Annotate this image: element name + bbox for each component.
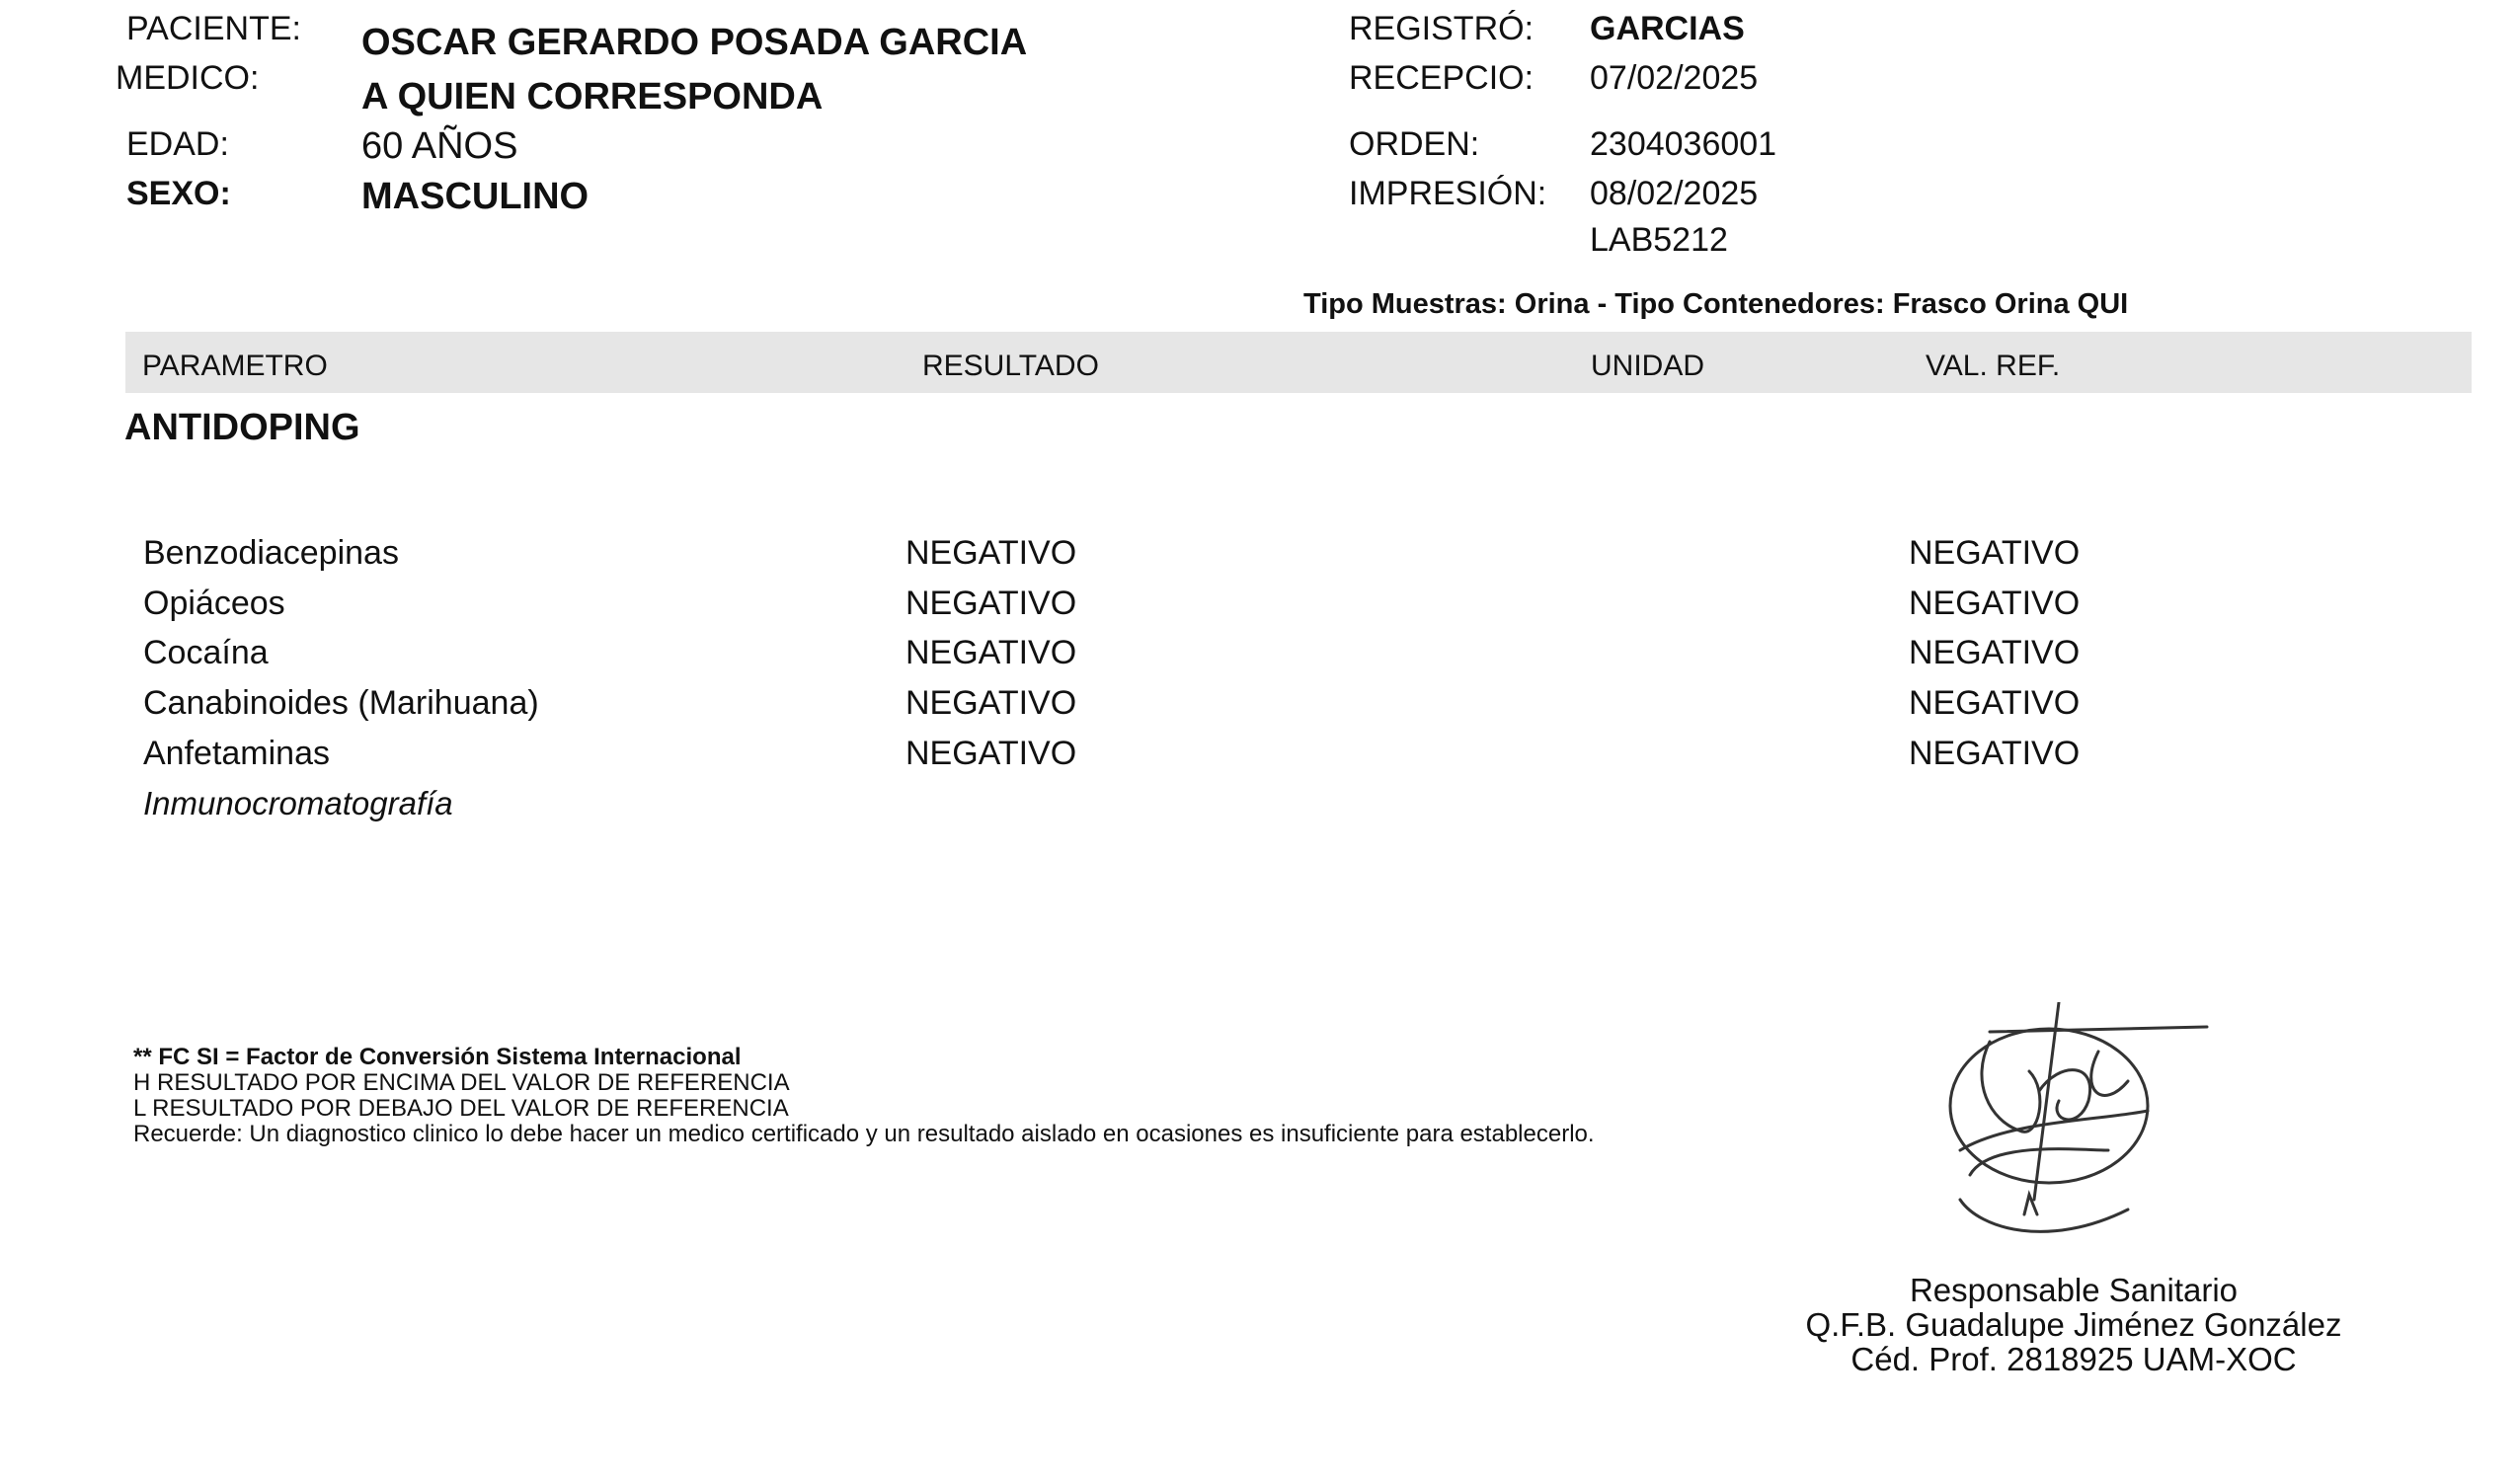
print-date: 08/02/2025	[1590, 175, 1759, 212]
reference-value: NEGATIVO	[1909, 585, 2081, 622]
footnote-low: L RESULTADO POR DEBAJO DEL VALOR DE REFERENCIA	[133, 1095, 789, 1122]
parameter-name: Benzodiacepinas	[143, 534, 399, 572]
age-value: 60 AÑOS	[361, 125, 518, 167]
signature-license: Céd. Prof. 2818925 UAM-XOC	[1850, 1341, 2297, 1377]
result-value: NEGATIVO	[905, 534, 1077, 572]
reception-date: 07/02/2025	[1590, 59, 1759, 97]
reference-value: NEGATIVO	[1909, 534, 2081, 572]
age-label: EDAD:	[126, 125, 229, 163]
order-label: ORDEN:	[1349, 125, 1480, 163]
section-title: ANTIDOPING	[124, 407, 360, 448]
signature-name: Q.F.B. Guadalupe Jiménez González	[1805, 1306, 2342, 1343]
result-value: NEGATIVO	[905, 684, 1077, 722]
result-value: NEGATIVO	[905, 585, 1077, 622]
registered-label: REGISTRÓ:	[1349, 10, 1534, 47]
doctor-label: MEDICO:	[116, 59, 260, 97]
lab-code: LAB5212	[1590, 221, 1728, 259]
signature-title: Responsable Sanitario	[1909, 1272, 2239, 1308]
reference-value: NEGATIVO	[1909, 735, 2081, 772]
sex-label: SEXO:	[126, 175, 231, 212]
method-note: Inmunocromatografía	[143, 785, 453, 821]
column-header-result: RESULTADO	[922, 350, 1099, 382]
column-header-reference: VAL. REF.	[1926, 350, 2061, 382]
patient-name: OSCAR GERARDO POSADA GARCIA	[361, 22, 1028, 63]
doctor-name: A QUIEN CORRESPONDA	[361, 76, 824, 117]
print-label: IMPRESIÓN:	[1349, 175, 1547, 212]
sex-value: MASCULINO	[361, 176, 590, 217]
result-value: NEGATIVO	[905, 735, 1077, 772]
handwritten-signature	[1930, 1002, 2227, 1249]
table-header-band	[125, 332, 2472, 393]
parameter-name: Anfetaminas	[143, 735, 330, 772]
result-value: NEGATIVO	[905, 634, 1077, 671]
footnote-reminder: Recuerde: Un diagnostico clinico lo debe hacer un medico certificado y un resultado aislado en ocasiones es insuficiente para establecerlo.	[133, 1121, 1595, 1147]
footnote-high: H RESULTADO POR ENCIMA DEL VALOR DE REFERENCIA	[133, 1069, 790, 1096]
reference-value: NEGATIVO	[1909, 684, 2081, 722]
reference-value: NEGATIVO	[1909, 634, 2081, 671]
reception-label: RECEPCIO:	[1349, 59, 1534, 97]
parameter-name: Opiáceos	[143, 585, 285, 622]
column-header-unit: UNIDAD	[1591, 350, 1705, 382]
parameter-name: Canabinoides (Marihuana)	[143, 684, 539, 722]
patient-label: PACIENTE:	[126, 10, 301, 47]
sample-type-info: Tipo Muestras: Orina - Tipo Contenedores: Frasco Orina QUI	[1303, 288, 2129, 320]
registered-value: GARCIAS	[1590, 10, 1745, 47]
parameter-name: Cocaína	[143, 634, 269, 671]
order-number: 2304036001	[1590, 125, 1777, 163]
column-header-parameter: PARAMETRO	[142, 350, 328, 382]
footnote-fc-si: ** FC SI = Factor de Conversión Sistema Internacional	[133, 1044, 742, 1070]
